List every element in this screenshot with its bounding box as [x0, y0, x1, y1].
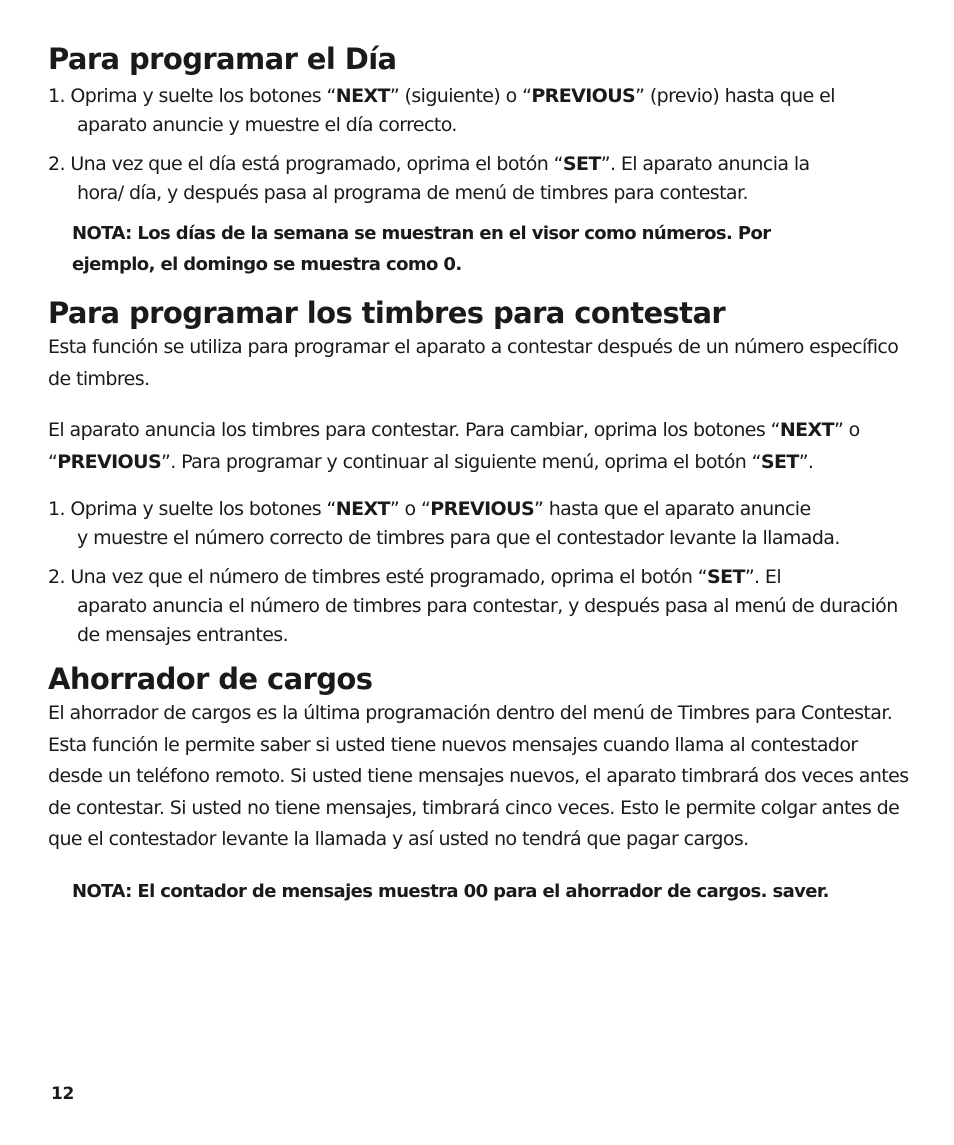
day-note: NOTA: Los días de la semana se muestran en el visor como números. Por ejemplo, el domingo se muestra como 0.: [72, 223, 771, 275]
heading-toll-saver: Ahorrador de cargos: [48, 662, 373, 696]
set-label: SET: [760, 450, 799, 473]
rings-step-1: 1. Oprima y suelte los botones “NEXT” o “PREVIOUS” hasta que el aparato anuncie y muestre el número correcto de timbres para que el contestador levante la llamada.: [48, 498, 840, 549]
rings-paragraph: El aparato anuncia los timbres para contestar. Para cambiar, oprima los botones “NEXT” o “PREVIOUS”. Para programar y continuar al siguiente menú, oprima el botón “SET”.: [48, 419, 860, 473]
set-label: SET: [562, 153, 601, 175]
day-step-1: 1. Oprima y suelte los botones “NEXT” (siguiente) o “PREVIOUS” (previo) hasta que el aparato anuncie y muestre el día correcto.: [48, 85, 835, 136]
previous-label: PREVIOUS: [531, 85, 636, 107]
rings-intro: Esta función se utiliza para programar el aparato a contestar después de un número específico de timbres.: [48, 336, 899, 390]
heading-program-day: Para programar el Día: [48, 42, 397, 76]
heading-program-rings: Para programar los timbres para contestar: [48, 296, 726, 330]
next-label: NEXT: [335, 85, 390, 107]
saver-note: NOTA: El contador de mensajes muestra 00 para el ahorrador de cargos. saver.: [72, 880, 829, 902]
next-label: NEXT: [335, 498, 390, 520]
rings-step-2: 2. Una vez que el número de timbres esté programado, oprima el botón “SET”. El aparato anuncia el número de timbres para contestar, y después pasa al menú de duración de mensajes entrantes.: [48, 566, 898, 646]
previous-label: PREVIOUS: [57, 450, 162, 473]
saver-body: El ahorrador de cargos es la última programación dentro del menú de Timbres para Contestar. Esta función le permite saber si usted tiene nuevos mensajes cuando llama al contestador desde un teléfono remoto. Si usted tiene mensajes nuevos, el aparato timbrará dos veces antes de contestar. Si usted no tiene mensajes, timbrará cinco veces. Esto le permite colgar antes de que el contestador levante la llamada y así usted no tendrá que pagar cargos.: [48, 702, 909, 850]
page-number: 12: [51, 1084, 75, 1104]
day-step-2: 2. Una vez que el día está programado, oprima el botón “SET”. El aparato anuncia la hora/ día, y después pasa al programa de menú de timbres para contestar.: [48, 153, 810, 204]
set-label: SET: [706, 566, 745, 588]
document-page: [48, 40, 914, 907]
previous-label: PREVIOUS: [430, 498, 535, 520]
next-label: NEXT: [779, 419, 834, 441]
